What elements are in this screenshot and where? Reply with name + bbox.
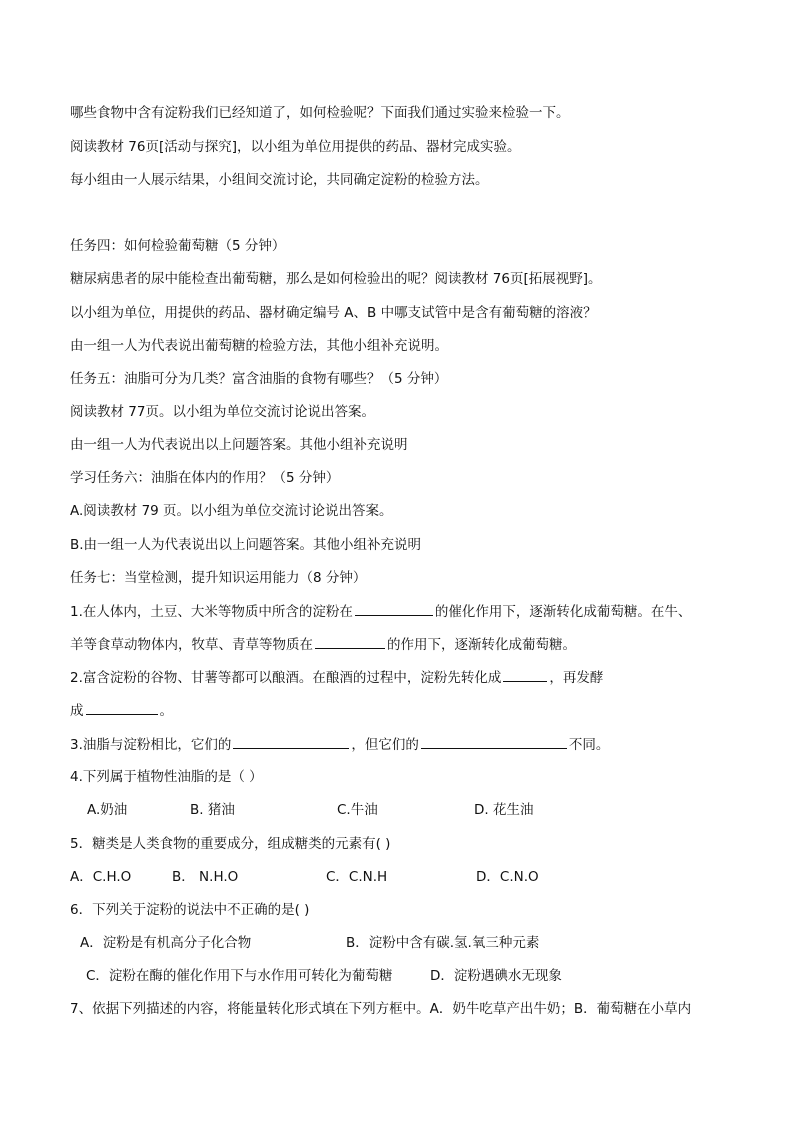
question-1-line-1 — [70, 601, 734, 622]
intro-paragraph-1: 哪些食物中含有淀粉我们已经知道了，如何检验呢？下面我们通过实验来检验一下。 — [70, 105, 570, 121]
task5-title: 任务五：油脂可分为几类？富含油脂的食物有哪些？（5 分钟） — [70, 371, 448, 387]
question-4: 4.下列属于植物性油脂的是（ ） — [70, 769, 263, 785]
task4-paragraph-2: 以小组为单位，用提供的药品、器材确定编号 A、B 中哪支试管中是含有葡萄糖的溶液？ — [70, 305, 597, 321]
question-1-text-c: 羊等食草动物体内，牧草、青草等物质在 — [70, 637, 313, 653]
question-3 — [70, 734, 734, 755]
question-2-text-d: 。 — [159, 703, 173, 719]
question-6: 6．下列关于淀粉的说法中不正确的是( ) — [70, 902, 310, 918]
task6-title: 学习任务六：油脂在体内的作用？（5 分钟） — [70, 470, 340, 486]
question-1-text-a: 1.在人体内，土豆、大米等物质中所含的淀粉在 — [70, 604, 353, 620]
question-7: 7、依据下列描述的内容，将能量转化形式填在下列方框中。A．奶牛吃草产出牛奶；B．葡萄糖在小草内 — [70, 1001, 692, 1017]
task5-paragraph-2: 由一组一人为代表说出以上问题答案。其他小组补充说明 — [70, 437, 408, 453]
question-6-option-d[interactable]: D．淀粉遇碘水无现象 — [430, 968, 562, 984]
question-2-line-1 — [70, 667, 734, 688]
question-2-text-b: ，再发酵 — [549, 670, 604, 686]
task6-item-a: A.阅读教材 79 页。以小组为单位交流讨论说出答案。 — [70, 503, 393, 519]
question-4-option-d[interactable]: D. 花生油 — [474, 802, 534, 818]
answer-blank[interactable] — [233, 734, 349, 749]
question-5-option-a[interactable]: A．C.H.O — [70, 869, 132, 885]
answer-blank[interactable] — [355, 601, 433, 616]
answer-blank[interactable] — [86, 700, 158, 715]
task4-paragraph-3: 由一组一人为代表说出葡萄糖的检验方法，其他小组补充说明。 — [70, 338, 448, 354]
task4-title: 任务四：如何检验葡萄糖（5 分钟） — [70, 238, 286, 254]
question-1-line-2 — [70, 634, 734, 655]
intro-paragraph-3: 每小组由一人展示结果，小组间交流讨论，共同确定淀粉的检验方法。 — [70, 172, 489, 188]
task4-paragraph-1: 糖尿病患者的尿中能检查出葡萄糖，那么是如何检验出的呢？阅读教材 76页[拓展视野]。 — [70, 271, 602, 287]
answer-blank[interactable] — [421, 734, 567, 749]
question-4-option-c[interactable]: C.牛油 — [337, 802, 378, 818]
question-3-text-a: 3.油脂与淀粉相比，它们的 — [70, 737, 232, 753]
question-5-option-d[interactable]: D．C.N.O — [476, 869, 539, 885]
task7-title: 任务七：当堂检测，提升知识运用能力（8 分钟） — [70, 570, 367, 586]
question-1-text-d: 的作用下，逐渐转化成葡萄糖。 — [387, 637, 576, 653]
task5-paragraph-1: 阅读教材 77页。以小组为单位交流讨论说出答案。 — [70, 404, 375, 420]
question-6-option-b[interactable]: B．淀粉中含有碳.氢.氧三种元素 — [346, 935, 540, 951]
question-3-text-b: ，但它们的 — [351, 737, 419, 753]
question-6-option-c[interactable]: C．淀粉在酶的催化作用下与水作用可转化为葡萄糖 — [86, 968, 393, 984]
question-2-text-a: 2.富含淀粉的谷物、甘薯等都可以酿酒。在酿酒的过程中，淀粉先转化成 — [70, 670, 502, 686]
question-5-option-c[interactable]: C．C.N.H — [326, 869, 388, 885]
task6-item-b: B.由一组一人为代表说出以上问题答案。其他小组补充说明 — [70, 537, 422, 553]
question-4-option-b[interactable]: B. 猪油 — [190, 802, 235, 818]
question-5: 5．糖类是人类食物的重要成分，组成糖类的元素有( ) — [70, 836, 391, 852]
intro-paragraph-2: 阅读教材 76页[活动与探究]，以小组为单位用提供的药品、器材完成实验。 — [70, 139, 521, 155]
question-5-option-b[interactable]: B． N.H.O — [172, 869, 239, 885]
question-3-text-c: 不同。 — [568, 737, 610, 753]
question-1-text-b: 的催化作用下，逐渐转化成葡萄糖。在牛、 — [434, 604, 692, 620]
question-4-option-a[interactable]: A.奶油 — [87, 802, 128, 818]
answer-blank[interactable] — [503, 667, 547, 682]
answer-blank[interactable] — [315, 634, 385, 649]
question-6-option-a[interactable]: A．淀粉是有机高分子化合物 — [80, 935, 252, 951]
question-2-line-2 — [70, 700, 734, 721]
question-2-text-c: 成 — [70, 703, 84, 719]
